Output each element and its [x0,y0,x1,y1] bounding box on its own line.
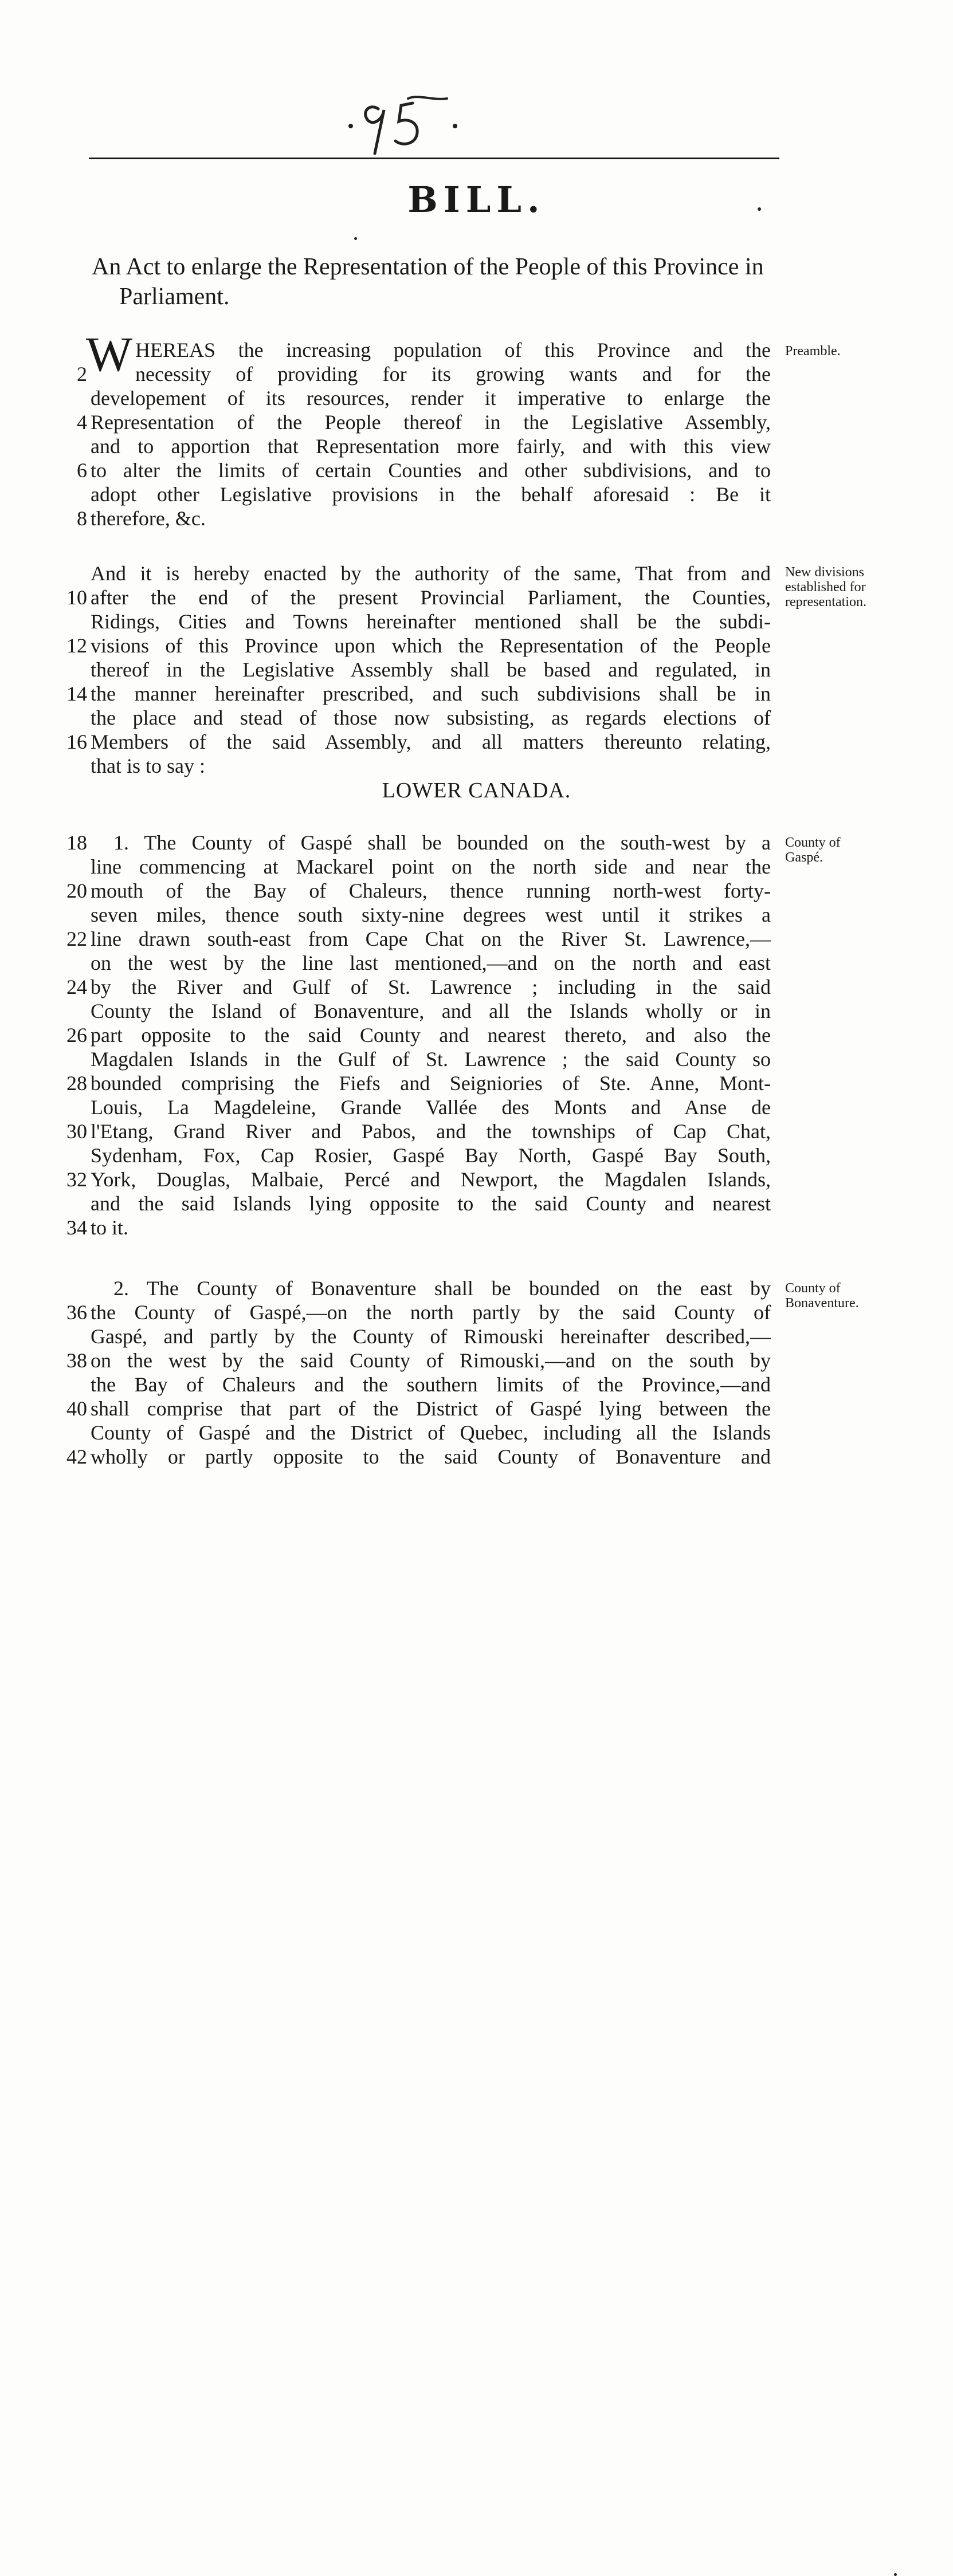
line-text: the Bay of Chaleurs and the southern limits of the Province,—and [91,1373,771,1396]
line-number: 38 [66,1349,87,1372]
line-text: l'Etang, Grand River and Pabos, and the townships of Cap Chat, [91,1120,771,1143]
text-line [0,1071,953,1095]
top-rule [89,158,779,159]
text-line [0,609,953,634]
line-text: on the west by the said County of Rimouski,—and on the south by [91,1349,771,1372]
line-text: line drawn south-east from Cape Chat on the River St. Lawrence,— [91,927,771,950]
line-text: Gaspé, and partly by the County of Rimouski hereinafter described,— [91,1325,771,1348]
text-line [0,1276,953,1300]
handwritten-page-number [338,86,476,155]
text-line [0,338,953,362]
text-line [0,682,953,706]
line-number: 20 [66,879,87,902]
line-text: Magdalen Islands in the Gulf of St. Lawrence ; the said County so [91,1048,771,1071]
line-number: 12 [66,634,87,657]
line-text: And it is hereby enacted by the authority of the same, That from and [91,562,771,585]
line-text: to it. [91,1216,129,1239]
line-text: Members of the said Assembly, and all matters thereunto relating, [91,730,771,753]
line-number: 30 [66,1120,87,1143]
line-number: 8 [77,507,87,530]
line-text: the manner hereinafter prescribed, and such subdivisions shall be in [91,682,771,705]
line-number: 36 [66,1301,87,1324]
act-title: An Act to enlarge the Representation of the People of this Province in Parliament. [92,254,764,310]
text-line [0,1397,953,1421]
line-text: the County of Gaspé,—on the north partly by the said County of [91,1301,771,1324]
line-text: seven miles, thence south sixty-nine degrees west until it strikes a [91,903,771,926]
stray-dot [894,2573,897,2576]
line-number: 28 [66,1072,87,1095]
line-text: visions of this Province upon which the Representation of the People [91,634,771,657]
text-line [0,1143,953,1167]
line-text: bounded comprising the Fiefs and Seigniories of Ste. Anne, Mont- [91,1072,771,1095]
text-line [0,1047,953,1071]
text-line [0,951,953,975]
line-number: 40 [66,1397,87,1420]
text-line [0,903,953,927]
line-number: 42 [66,1445,87,1468]
line-text: wholly or partly opposite to the said County of Bonaventure and [91,1445,771,1468]
text-line [0,1421,953,1445]
text-line [0,362,953,386]
text-line [0,1445,953,1469]
line-text: Sydenham, Fox, Cap Rosier, Gaspé Bay North, Gaspé Bay South, [91,1144,771,1167]
line-text: to alter the limits of certain Counties and other subdivisions, and to [91,459,771,482]
text-line [0,730,953,754]
text-line [0,1023,953,1047]
line-number: 32 [66,1168,87,1191]
text-line [0,1348,953,1372]
line-number: 34 [66,1216,87,1239]
stray-dot [758,207,761,211]
margin-note-line: County of [785,835,841,850]
margin-note-line: Gaspé. [785,850,823,865]
margin-note-line: Bonaventure. [785,1296,859,1311]
text-line [0,561,953,585]
text-line [0,831,953,855]
text-line [0,658,953,682]
line-text: shall comprise that part of the District of Gaspé lying between the [91,1397,771,1420]
text-line [0,386,953,410]
text-line [0,585,953,609]
text-line [0,1167,953,1191]
line-text: and to apportion that Representation more fairly, and with this view [91,435,771,458]
dropcap: W [86,327,133,382]
line-text: County the Island of Bonaventure, and all the Islands wholly or in [91,1000,771,1022]
line-text: and the said Islands lying opposite to the said County and nearest [91,1192,771,1215]
text-line [0,1095,953,1119]
text-line [0,434,953,458]
line-number: 2 [77,363,87,386]
line-text: part opposite to the said County and nearest thereto, and also the [91,1024,771,1047]
text-line [0,506,953,530]
stray-dot [354,237,357,240]
text-line [0,855,953,879]
text-line [0,1300,953,1324]
bill-heading: BILL. [407,179,546,221]
text-line [0,1372,953,1397]
line-number: 24 [66,976,87,998]
line-number: 16 [66,730,87,753]
line-text: 1. The County of Gaspé shall be bounded on the south-west by a [113,831,771,854]
text-line [0,879,953,903]
text-line [0,754,953,778]
line-text: Louis, La Magdeleine, Grande Vallée des Monts and Anse de [91,1096,771,1119]
text-line [0,1191,953,1216]
line-text: HEREAS the increasing population of this Province and the [135,339,771,361]
margin-note-line: County of [785,1281,841,1296]
text-line [0,927,953,951]
text-line [0,1216,953,1240]
text-line [0,482,953,506]
text-line [0,458,953,482]
line-text: thereof in the Legislative Assembly shall be based and regulated, in [91,658,771,681]
line-text: after the end of the present Provincial Parliament, the Counties, [91,586,771,609]
text-line [0,999,953,1023]
text-line [0,706,953,730]
line-text: line commencing at Mackarel point on the north side and near the [91,855,771,878]
line-text: mouth of the Bay of Chaleurs, thence running north-west forty- [91,879,771,902]
subheading-lower-canada: LOWER CANADA. [382,778,571,803]
margin-note-line: New divisions [785,565,864,580]
line-number: 6 [77,459,87,482]
margin-note-line: representation. [785,595,866,609]
text-line [0,1324,953,1348]
margin-note-preamble: Preamble. [785,344,841,359]
text-line [0,634,953,658]
line-text: developement of its resources, render it imperative to enlarge the [91,387,771,410]
line-text: necessity of providing for its growing wants and for the [135,363,771,386]
line-text: that is to say : [91,754,205,777]
line-number: 26 [66,1024,87,1047]
line-text: therefore, &c. [91,507,206,530]
margin-note-line: established for [785,580,866,595]
line-number: 14 [66,682,87,705]
text-line [0,410,953,434]
text-line [0,1119,953,1143]
line-text: County of Gaspé and the District of Quebec, including all the Islands [91,1421,771,1444]
line-text: the place and stead of those now subsisting, as regards elections of [91,706,771,729]
text-line [0,975,953,999]
line-text: Ridings, Cities and Towns hereinafter mentioned shall be the subdi- [91,610,771,633]
line-number: 4 [77,411,87,434]
line-number: 18 [66,831,87,854]
line-text: on the west by the line last mentioned,—and on the north and east [91,951,771,974]
line-text: by the River and Gulf of St. Lawrence ; including in the said [91,976,771,998]
line-text: adopt other Legislative provisions in the behalf aforesaid : Be it [91,483,771,506]
line-number: 10 [66,586,87,609]
line-number: 22 [66,927,87,950]
line-text: 2. The County of Bonaventure shall be bounded on the east by [113,1277,771,1300]
line-text: Representation of the People thereof in the Legislative Assembly, [91,411,771,434]
line-text: York, Douglas, Malbaie, Percé and Newport, the Magdalen Islands, [91,1168,771,1191]
